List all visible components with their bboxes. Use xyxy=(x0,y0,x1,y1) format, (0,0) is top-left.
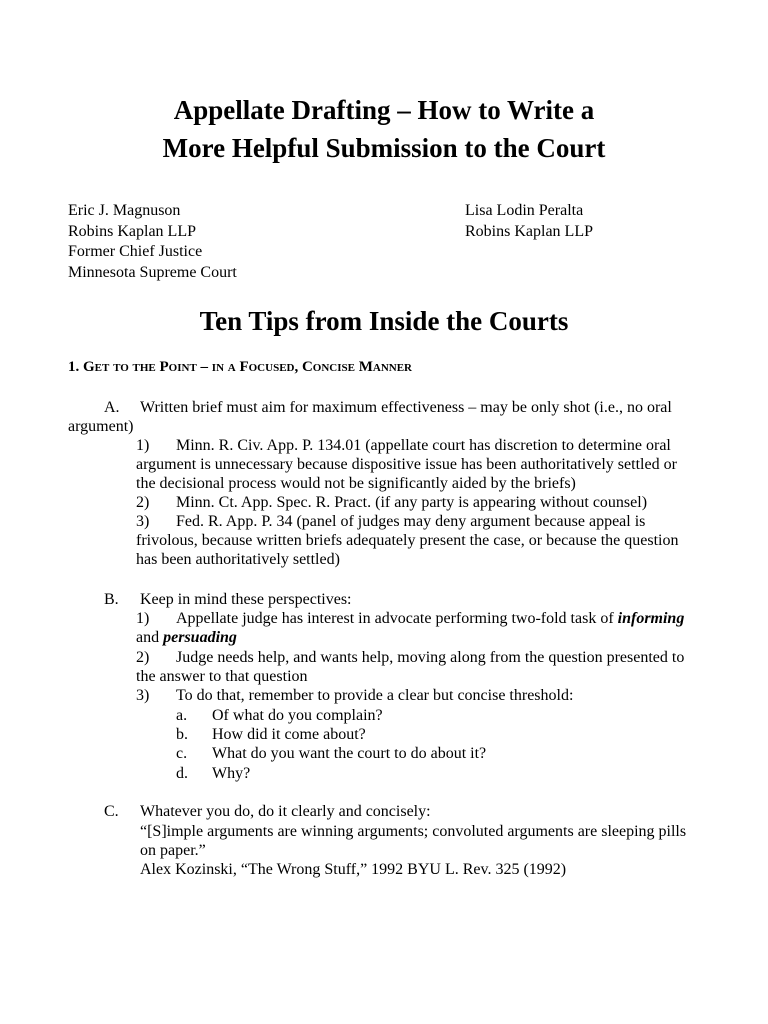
emphasis-text: persuading xyxy=(163,629,237,646)
author-right xyxy=(465,201,593,242)
item-a3-line-1 xyxy=(136,512,645,531)
section-heading-text: Get to the Point – in a Focused, Concise Manner xyxy=(83,359,413,375)
author-firm: Robins Kaplan LLP xyxy=(68,222,196,240)
author-name: Lisa Lodin Peralta xyxy=(465,202,584,219)
item-marker: 1) xyxy=(136,610,150,627)
author-left xyxy=(68,201,237,283)
item-text: Appellate judge has interest in advocate performing two-fold task of xyxy=(176,610,618,627)
item-text: To do that, remember to provide a clear but concise threshold: xyxy=(176,687,574,704)
author-firm: Robins Kaplan LLP xyxy=(465,222,593,240)
document-title xyxy=(0,91,768,167)
quote-citation: Alex Kozinski, “The Wrong Stuff,” 1992 BYU L. Rev. 325 (1992) xyxy=(140,861,567,878)
item-marker: b. xyxy=(176,726,188,743)
subitem-c xyxy=(176,744,486,763)
item-a1-line-3: the decisional process would not be significantly aided by the briefs) xyxy=(136,475,576,492)
item-a-line-2: argument) xyxy=(68,418,134,435)
section-number: 1. xyxy=(68,359,80,375)
subitem-a xyxy=(176,706,383,725)
item-text: Judge needs help, and wants help, moving along from the question presented to xyxy=(176,649,685,666)
item-marker: a. xyxy=(176,707,188,724)
item-marker: C. xyxy=(104,803,119,820)
item-marker: 2) xyxy=(136,649,150,666)
item-marker: 1) xyxy=(136,437,150,454)
item-b2-line-2: the answer to that question xyxy=(136,668,308,685)
item-marker: A. xyxy=(104,399,120,416)
quote-line-2: on paper.” xyxy=(140,842,206,859)
item-text: What do you want the court to do about it? xyxy=(212,745,487,762)
item-b2-line-1 xyxy=(136,648,684,667)
subitem-d xyxy=(176,764,250,783)
item-marker: 3) xyxy=(136,687,150,704)
item-b-line-1 xyxy=(104,590,352,609)
item-a3-line-3: has been authoritatively settled) xyxy=(136,551,340,568)
item-marker: 3) xyxy=(136,513,150,530)
section-title: Ten Tips from Inside the Courts xyxy=(199,306,569,336)
item-marker: 2) xyxy=(136,494,150,511)
section-1-heading xyxy=(68,358,412,377)
item-marker: B. xyxy=(104,591,119,608)
author-name: Eric J. Magnuson xyxy=(68,202,181,219)
item-a1-line-1 xyxy=(136,436,671,455)
item-marker: d. xyxy=(176,765,188,782)
item-text: Whatever you do, do it clearly and concisely: xyxy=(140,803,431,820)
item-text: How did it come about? xyxy=(212,726,366,743)
quote-line-1: “[S]imple arguments are winning arguments; convoluted arguments are sleeping pills xyxy=(140,823,687,840)
title-line-2: More Helpful Submission to the Court xyxy=(162,133,606,163)
item-a3-line-2: frivolous, because written briefs adequately present the case, or because the question xyxy=(136,532,679,549)
author-role: Former Chief Justice xyxy=(68,243,203,260)
item-text: Fed. R. App. P. 34 (panel of judges may deny argument because appeal is xyxy=(176,513,646,530)
item-marker: c. xyxy=(176,745,188,762)
item-b1-line-2 xyxy=(136,628,237,647)
item-text: Minn. R. Civ. App. P. 134.01 (appellate court has discretion to determine oral xyxy=(176,437,671,454)
item-b1-line-1 xyxy=(136,609,684,628)
item-text: Of what do you complain? xyxy=(212,707,383,724)
item-a2-line-1 xyxy=(136,493,647,512)
item-text: Why? xyxy=(212,765,251,782)
author-court: Minnesota Supreme Court xyxy=(68,263,237,281)
item-a-line-1 xyxy=(104,398,672,417)
item-text: Minn. Ct. App. Spec. R. Pract. (if any party is appearing without counsel) xyxy=(176,494,648,511)
item-text: Written brief must aim for maximum effectiveness – may be only shot (i.e., no oral xyxy=(140,399,672,416)
item-b3-line-1 xyxy=(136,686,573,705)
item-text: Keep in mind these perspectives: xyxy=(140,591,352,608)
emphasis-text: informing xyxy=(617,610,685,627)
title-line-1: Appellate Drafting – How to Write a xyxy=(173,95,595,125)
item-text: and xyxy=(136,629,164,646)
item-c-line-1 xyxy=(104,802,431,821)
subitem-b xyxy=(176,725,366,744)
item-a1-line-2: argument is unnecessary because dispositive issue has been authoritatively settled or xyxy=(136,456,677,473)
